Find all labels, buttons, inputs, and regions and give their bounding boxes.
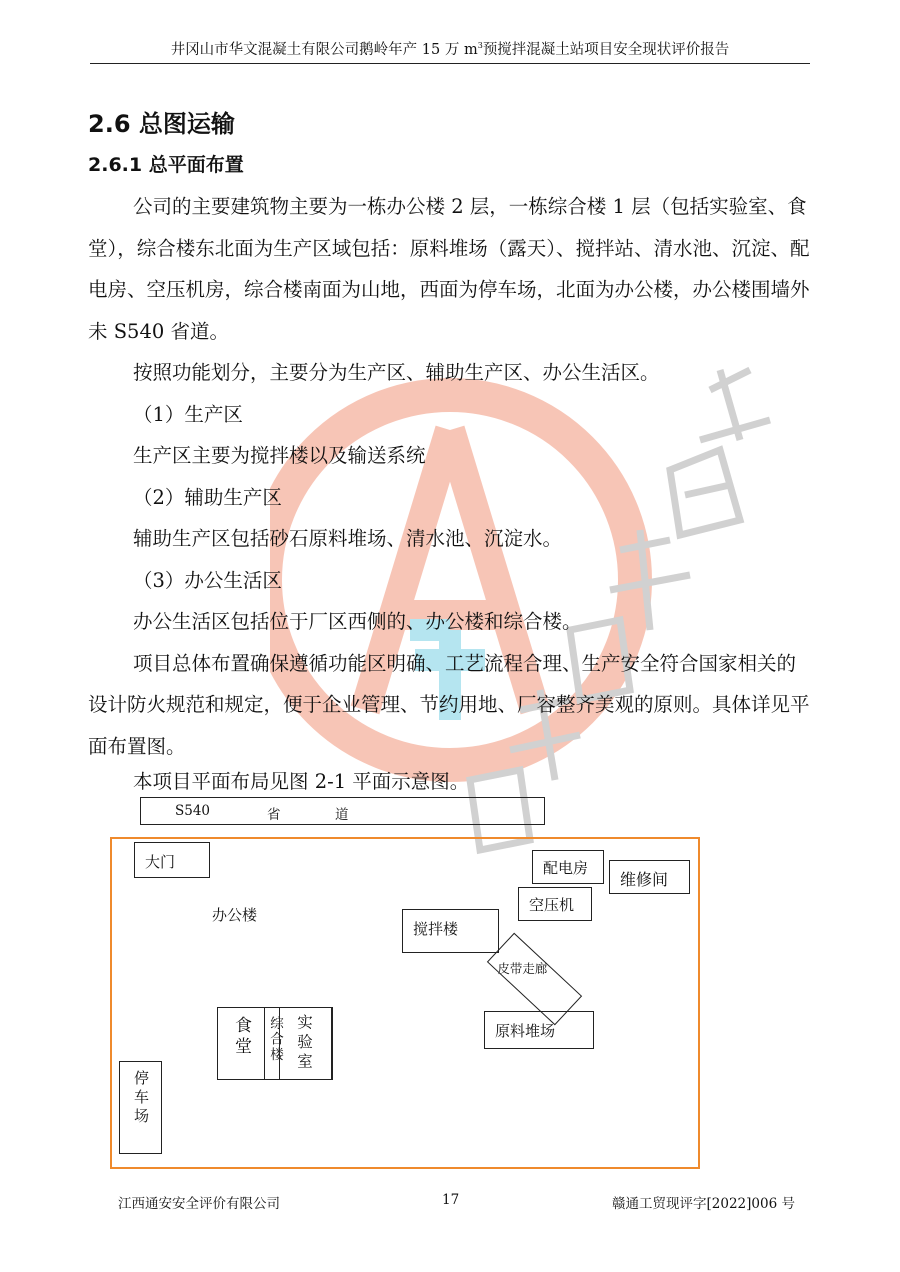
complex-building-label: 综合楼 [267, 1016, 283, 1063]
item-office-heading: （3）办公生活区 [133, 568, 282, 592]
subsection-title: 2.6.1 总平面布置 [88, 154, 244, 176]
paragraph-buildings: 公司的主要建筑物主要为一栋办公楼 2 层，一栋综合楼 1 层（包括实验室、食堂），综合楼东北面为生产区域包括：原料堆场（露天）、搅拌站、清水池、沉淀、配电房、空压机房，综合楼南面为山地，西面为停车场，北面为办公楼，办公楼围墙外未 S540 省道。 [88, 195, 810, 343]
belt-corridor-label: 皮带走廊 [497, 960, 548, 976]
office-building-label: 办公楼 [212, 906, 258, 924]
road-word-1: 省 [267, 807, 281, 823]
item-office-text: 办公生活区包括位于厂区西侧的、办公楼和综合楼。 [133, 610, 582, 633]
road-code: S540 [175, 803, 211, 819]
parking-box [119, 1061, 162, 1154]
gate-box [134, 842, 210, 878]
road-s540 [140, 797, 545, 825]
lab-label: 实验室 [295, 1014, 313, 1073]
footer-company: 江西通安安全评价有限公司 [118, 1196, 280, 1212]
parking-label: 停车场 [132, 1070, 150, 1127]
power-room-box [532, 850, 604, 884]
body-text [88, 186, 810, 797]
repair-room-box [609, 860, 690, 894]
paragraph-figure-ref: 本项目平面布局见图 2-1 平面示意图。 [133, 770, 470, 793]
header-title-after: 预搅拌混凝土站项目安全现状评价报告 [482, 42, 730, 58]
header-title-sup: 3 [477, 41, 483, 51]
canteen-label: 食堂 [231, 1016, 251, 1058]
repair-room-label: 维修间 [620, 870, 669, 889]
site-boundary [110, 837, 700, 1169]
compressor-room-box [518, 887, 592, 921]
canteen-box [217, 1007, 265, 1080]
footer-page-number: 17 [442, 1192, 460, 1208]
item-auxiliary-text: 辅助生产区包括砂石原料堆场、清水池、沉淀水。 [133, 527, 563, 550]
header-title-before: 井冈山市华文混凝土有限公司鹅岭年产 15 万 m [170, 42, 478, 58]
header-rule [90, 63, 810, 64]
office-building-box [205, 896, 283, 939]
road-word-2: 道 [335, 807, 349, 823]
mixing-building-label: 搅拌楼 [413, 920, 459, 938]
item-auxiliary-heading: （2）辅助生产区 [133, 485, 282, 509]
item-production-text: 生产区主要为搅拌楼以及输送系统 [133, 444, 426, 467]
compressor-room-label: 空压机 [529, 896, 575, 914]
raw-material-yard-label: 原料堆场 [495, 1022, 556, 1040]
lab-box [279, 1007, 333, 1080]
gate-label: 大门 [145, 853, 176, 871]
raw-material-yard-box [484, 1011, 594, 1049]
power-room-label: 配电房 [543, 859, 589, 877]
mixing-building-box [402, 909, 499, 953]
footer-doc-number: 赣通工贸现评字[2022]006 号 [612, 1196, 795, 1212]
running-header [90, 38, 810, 59]
paragraph-principles: 项目总体布置确保遵循功能区明确、工艺流程合理、生产安全符合国家相关的设计防火规范和规定，便于企业管理、节约用地、厂容整齐美观的原则。具体详见平面布置图。 [88, 651, 810, 758]
item-production-heading: （1）生产区 [133, 402, 243, 426]
section-title: 2.6 总图运输 [88, 110, 235, 138]
paragraph-zones: 按照功能划分，主要分为生产区、辅助生产区、办公生活区。 [133, 361, 660, 384]
